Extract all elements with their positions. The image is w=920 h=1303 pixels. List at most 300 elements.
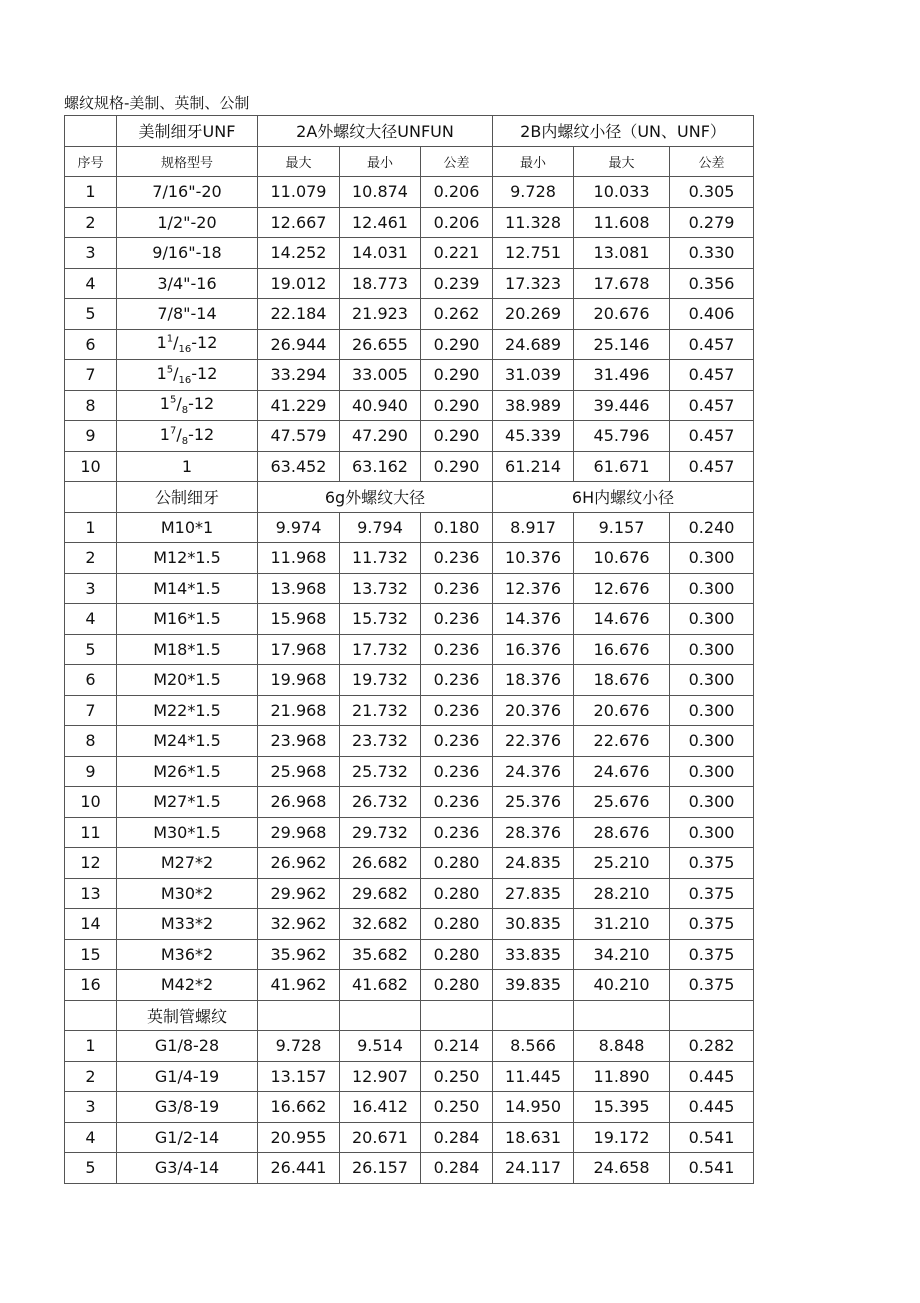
row-number: 6 xyxy=(65,329,117,360)
row-number: 11 xyxy=(65,817,117,848)
value-emax: 20.955 xyxy=(258,1122,340,1153)
table-row xyxy=(65,512,754,543)
value-imax: 18.676 xyxy=(574,665,670,696)
row-number: 4 xyxy=(65,268,117,299)
table-row xyxy=(65,848,754,879)
spec-tail: -12 xyxy=(188,424,215,444)
blank-cell xyxy=(65,1000,117,1031)
value-etol: 0.290 xyxy=(421,360,493,391)
value-emax: 13.157 xyxy=(258,1061,340,1092)
row-number: 1 xyxy=(65,1031,117,1062)
value-imin: 24.689 xyxy=(493,329,574,360)
value-etol: 0.214 xyxy=(421,1031,493,1062)
col-tol: 公差 xyxy=(421,146,493,177)
table-row xyxy=(65,1122,754,1153)
value-imin: 24.835 xyxy=(493,848,574,879)
value-imin: 24.376 xyxy=(493,756,574,787)
spec-whole: 1 xyxy=(159,424,170,444)
table-row xyxy=(65,665,754,696)
row-number: 7 xyxy=(65,360,117,391)
row-number: 5 xyxy=(65,634,117,665)
value-itol: 0.300 xyxy=(670,695,754,726)
value-emin: 9.794 xyxy=(340,512,421,543)
value-imin: 10.376 xyxy=(493,543,574,574)
table-row xyxy=(65,482,754,513)
value-imin: 25.376 xyxy=(493,787,574,818)
row-number: 6 xyxy=(65,665,117,696)
value-imax: 8.848 xyxy=(574,1031,670,1062)
row-number: 3 xyxy=(65,573,117,604)
value-emin: 29.682 xyxy=(340,878,421,909)
row-number: 5 xyxy=(65,299,117,330)
table-row xyxy=(65,756,754,787)
value-imax: 25.146 xyxy=(574,329,670,360)
value-emax: 25.968 xyxy=(258,756,340,787)
value-imin: 45.339 xyxy=(493,421,574,452)
value-imin: 20.376 xyxy=(493,695,574,726)
value-itol: 0.305 xyxy=(670,177,754,208)
value-imin: 27.835 xyxy=(493,878,574,909)
table-row xyxy=(65,634,754,665)
value-itol: 0.375 xyxy=(670,939,754,970)
table-row xyxy=(65,1092,754,1123)
table-row xyxy=(65,695,754,726)
spec-cell: M18*1.5 xyxy=(117,634,258,665)
value-imin: 16.376 xyxy=(493,634,574,665)
row-number: 9 xyxy=(65,421,117,452)
value-itol: 0.445 xyxy=(670,1092,754,1123)
value-emax: 9.728 xyxy=(258,1031,340,1062)
value-itol: 0.356 xyxy=(670,268,754,299)
spec-whole: 1 xyxy=(156,363,167,383)
value-etol: 0.290 xyxy=(421,421,493,452)
spec-cell xyxy=(117,421,258,452)
spec-den: 8 xyxy=(181,435,189,447)
value-emax: 21.968 xyxy=(258,695,340,726)
table-row xyxy=(65,1061,754,1092)
value-itol: 0.406 xyxy=(670,299,754,330)
spec-cell: M22*1.5 xyxy=(117,695,258,726)
table-row xyxy=(65,939,754,970)
value-itol: 0.457 xyxy=(670,390,754,421)
value-emax: 13.968 xyxy=(258,573,340,604)
fraction-slash: / xyxy=(176,394,182,414)
spec-den: 8 xyxy=(181,405,189,417)
row-number: 2 xyxy=(65,1061,117,1092)
col-min: 最小 xyxy=(340,146,421,177)
value-etol: 0.236 xyxy=(421,634,493,665)
row-number: 7 xyxy=(65,695,117,726)
value-imax: 31.496 xyxy=(574,360,670,391)
row-number: 8 xyxy=(65,390,117,421)
value-etol: 0.290 xyxy=(421,329,493,360)
value-emin: 12.461 xyxy=(340,207,421,238)
blank-cell xyxy=(574,1000,670,1031)
spec-tail: -12 xyxy=(191,333,218,353)
value-etol: 0.250 xyxy=(421,1092,493,1123)
row-number: 9 xyxy=(65,756,117,787)
value-emin: 63.162 xyxy=(340,451,421,482)
value-etol: 0.280 xyxy=(421,848,493,879)
value-emin: 9.514 xyxy=(340,1031,421,1062)
value-emax: 15.968 xyxy=(258,604,340,635)
table-body xyxy=(65,116,754,1184)
fraction-slash: / xyxy=(176,424,182,444)
value-emin: 19.732 xyxy=(340,665,421,696)
value-itol: 0.279 xyxy=(670,207,754,238)
col-no: 序号 xyxy=(65,146,117,177)
value-etol: 0.236 xyxy=(421,756,493,787)
row-number: 13 xyxy=(65,878,117,909)
spec-cell: M33*2 xyxy=(117,909,258,940)
spec-cell: 7/8"-14 xyxy=(117,299,258,330)
table-row xyxy=(65,146,754,177)
value-emax: 17.968 xyxy=(258,634,340,665)
col-spec: 规格型号 xyxy=(117,146,258,177)
value-imax: 17.678 xyxy=(574,268,670,299)
value-etol: 0.239 xyxy=(421,268,493,299)
value-emin: 23.732 xyxy=(340,726,421,757)
value-emin: 21.732 xyxy=(340,695,421,726)
value-itol: 0.375 xyxy=(670,848,754,879)
value-etol: 0.250 xyxy=(421,1061,493,1092)
table-row xyxy=(65,1000,754,1031)
value-etol: 0.221 xyxy=(421,238,493,269)
spec-cell: M27*2 xyxy=(117,848,258,879)
value-emax: 19.968 xyxy=(258,665,340,696)
value-emin: 41.682 xyxy=(340,970,421,1001)
table-row xyxy=(65,207,754,238)
section-title-pipe: 英制管螺纹 xyxy=(117,1000,258,1031)
fraction-slash: / xyxy=(173,363,179,383)
spec-cell xyxy=(117,390,258,421)
value-emax: 11.968 xyxy=(258,543,340,574)
value-etol: 0.280 xyxy=(421,909,493,940)
spec-cell xyxy=(117,360,258,391)
value-etol: 0.290 xyxy=(421,451,493,482)
spec-cell: G3/4-14 xyxy=(117,1153,258,1184)
value-itol: 0.457 xyxy=(670,329,754,360)
value-emin: 13.732 xyxy=(340,573,421,604)
row-number: 3 xyxy=(65,238,117,269)
value-emax: 26.962 xyxy=(258,848,340,879)
value-emin: 29.732 xyxy=(340,817,421,848)
fraction-slash: / xyxy=(173,333,179,353)
table-row xyxy=(65,360,754,391)
table-row xyxy=(65,329,754,360)
value-imax: 10.033 xyxy=(574,177,670,208)
value-emax: 47.579 xyxy=(258,421,340,452)
blank-cell xyxy=(65,116,117,147)
table-row xyxy=(65,604,754,635)
value-imin: 12.376 xyxy=(493,573,574,604)
value-etol: 0.280 xyxy=(421,970,493,1001)
row-number: 2 xyxy=(65,207,117,238)
value-imax: 14.676 xyxy=(574,604,670,635)
spec-cell: M10*1 xyxy=(117,512,258,543)
spec-cell: 1 xyxy=(117,451,258,482)
value-itol: 0.375 xyxy=(670,909,754,940)
value-emax: 26.968 xyxy=(258,787,340,818)
value-emin: 25.732 xyxy=(340,756,421,787)
value-imin: 9.728 xyxy=(493,177,574,208)
col-max: 最大 xyxy=(258,146,340,177)
value-itol: 0.300 xyxy=(670,543,754,574)
value-imax: 40.210 xyxy=(574,970,670,1001)
row-number: 5 xyxy=(65,1153,117,1184)
value-itol: 0.282 xyxy=(670,1031,754,1062)
value-itol: 0.445 xyxy=(670,1061,754,1092)
row-number: 16 xyxy=(65,970,117,1001)
table-row xyxy=(65,543,754,574)
value-emin: 14.031 xyxy=(340,238,421,269)
value-emin: 15.732 xyxy=(340,604,421,635)
int-header: 6H内螺纹小径 xyxy=(493,482,754,513)
value-imax: 13.081 xyxy=(574,238,670,269)
spec-whole: 1 xyxy=(156,333,167,353)
value-emax: 23.968 xyxy=(258,726,340,757)
value-imin: 11.328 xyxy=(493,207,574,238)
value-imin: 61.214 xyxy=(493,451,574,482)
value-emin: 26.682 xyxy=(340,848,421,879)
blank-cell xyxy=(258,1000,340,1031)
row-number: 8 xyxy=(65,726,117,757)
value-emax: 16.662 xyxy=(258,1092,340,1123)
spec-whole: 1 xyxy=(159,394,170,414)
value-emin: 11.732 xyxy=(340,543,421,574)
value-emin: 40.940 xyxy=(340,390,421,421)
value-imin: 31.039 xyxy=(493,360,574,391)
value-itol: 0.457 xyxy=(670,451,754,482)
value-imax: 25.676 xyxy=(574,787,670,818)
table-row xyxy=(65,177,754,208)
value-imax: 25.210 xyxy=(574,848,670,879)
value-emax: 35.962 xyxy=(258,939,340,970)
spec-cell: M30*2 xyxy=(117,878,258,909)
value-emin: 35.682 xyxy=(340,939,421,970)
table-row xyxy=(65,726,754,757)
spec-cell: 3/4"-16 xyxy=(117,268,258,299)
value-emax: 22.184 xyxy=(258,299,340,330)
col-max: 最大 xyxy=(574,146,670,177)
value-emax: 9.974 xyxy=(258,512,340,543)
spec-cell: M42*2 xyxy=(117,970,258,1001)
spec-cell: M14*1.5 xyxy=(117,573,258,604)
spec-tail: -12 xyxy=(188,394,215,414)
value-imax: 45.796 xyxy=(574,421,670,452)
value-imin: 39.835 xyxy=(493,970,574,1001)
value-etol: 0.284 xyxy=(421,1153,493,1184)
table-row xyxy=(65,1153,754,1184)
value-emax: 26.944 xyxy=(258,329,340,360)
value-emin: 20.671 xyxy=(340,1122,421,1153)
row-number: 4 xyxy=(65,604,117,635)
value-etol: 0.236 xyxy=(421,726,493,757)
spec-cell: 7/16"-20 xyxy=(117,177,258,208)
int-header: 2B内螺纹小径（UN、UNF） xyxy=(493,116,754,147)
table-row xyxy=(65,451,754,482)
table-row xyxy=(65,970,754,1001)
table-row xyxy=(65,238,754,269)
value-emin: 26.655 xyxy=(340,329,421,360)
value-etol: 0.236 xyxy=(421,573,493,604)
spec-cell: G1/8-28 xyxy=(117,1031,258,1062)
value-itol: 0.300 xyxy=(670,787,754,818)
spec-den: 16 xyxy=(178,344,192,356)
spec-cell: M16*1.5 xyxy=(117,604,258,635)
table-row xyxy=(65,299,754,330)
value-imin: 14.376 xyxy=(493,604,574,635)
table-row xyxy=(65,878,754,909)
value-itol: 0.300 xyxy=(670,817,754,848)
value-emin: 17.732 xyxy=(340,634,421,665)
section-title-unf: 美制细牙UNF xyxy=(117,116,258,147)
value-itol: 0.300 xyxy=(670,573,754,604)
value-emax: 41.229 xyxy=(258,390,340,421)
value-imax: 16.676 xyxy=(574,634,670,665)
blank-cell xyxy=(340,1000,421,1031)
value-imin: 33.835 xyxy=(493,939,574,970)
table-row xyxy=(65,421,754,452)
value-emax: 29.962 xyxy=(258,878,340,909)
ext-header: 2A外螺纹大径UNFUN xyxy=(258,116,493,147)
table-row xyxy=(65,1031,754,1062)
value-imin: 24.117 xyxy=(493,1153,574,1184)
value-itol: 0.300 xyxy=(670,604,754,635)
value-itol: 0.300 xyxy=(670,634,754,665)
value-itol: 0.457 xyxy=(670,360,754,391)
value-etol: 0.280 xyxy=(421,878,493,909)
value-emax: 14.252 xyxy=(258,238,340,269)
spec-cell: M36*2 xyxy=(117,939,258,970)
table-row xyxy=(65,909,754,940)
row-number: 12 xyxy=(65,848,117,879)
ext-header: 6g外螺纹大径 xyxy=(258,482,493,513)
value-emax: 32.962 xyxy=(258,909,340,940)
value-imax: 61.671 xyxy=(574,451,670,482)
spec-cell: M26*1.5 xyxy=(117,756,258,787)
value-etol: 0.180 xyxy=(421,512,493,543)
row-number: 10 xyxy=(65,451,117,482)
value-itol: 0.300 xyxy=(670,726,754,757)
value-imax: 31.210 xyxy=(574,909,670,940)
value-itol: 0.240 xyxy=(670,512,754,543)
value-emin: 33.005 xyxy=(340,360,421,391)
value-itol: 0.457 xyxy=(670,421,754,452)
row-number: 3 xyxy=(65,1092,117,1123)
value-emin: 18.773 xyxy=(340,268,421,299)
value-imin: 8.566 xyxy=(493,1031,574,1062)
value-emax: 41.962 xyxy=(258,970,340,1001)
value-imin: 18.376 xyxy=(493,665,574,696)
value-emax: 26.441 xyxy=(258,1153,340,1184)
spec-num: 1 xyxy=(166,333,174,345)
value-emax: 63.452 xyxy=(258,451,340,482)
value-etol: 0.206 xyxy=(421,207,493,238)
value-emin: 26.157 xyxy=(340,1153,421,1184)
value-imin: 28.376 xyxy=(493,817,574,848)
value-itol: 0.300 xyxy=(670,756,754,787)
table-row xyxy=(65,390,754,421)
value-imax: 9.157 xyxy=(574,512,670,543)
value-imin: 38.989 xyxy=(493,390,574,421)
value-imin: 20.269 xyxy=(493,299,574,330)
value-imax: 24.676 xyxy=(574,756,670,787)
blank-cell xyxy=(493,1000,574,1031)
col-tol: 公差 xyxy=(670,146,754,177)
value-emin: 32.682 xyxy=(340,909,421,940)
value-imax: 22.676 xyxy=(574,726,670,757)
value-imax: 11.890 xyxy=(574,1061,670,1092)
value-etol: 0.236 xyxy=(421,817,493,848)
value-emin: 21.923 xyxy=(340,299,421,330)
value-emax: 19.012 xyxy=(258,268,340,299)
value-imax: 28.676 xyxy=(574,817,670,848)
value-etol: 0.262 xyxy=(421,299,493,330)
value-etol: 0.236 xyxy=(421,604,493,635)
thread-spec-table xyxy=(64,115,754,1184)
value-etol: 0.206 xyxy=(421,177,493,208)
spec-cell: G1/4-19 xyxy=(117,1061,258,1092)
spec-cell: 9/16"-18 xyxy=(117,238,258,269)
value-etol: 0.236 xyxy=(421,665,493,696)
value-imax: 28.210 xyxy=(574,878,670,909)
value-imax: 34.210 xyxy=(574,939,670,970)
value-imax: 24.658 xyxy=(574,1153,670,1184)
spec-den: 16 xyxy=(178,374,192,386)
value-itol: 0.300 xyxy=(670,665,754,696)
col-min: 最小 xyxy=(493,146,574,177)
spec-cell xyxy=(117,329,258,360)
value-itol: 0.375 xyxy=(670,970,754,1001)
table-row xyxy=(65,268,754,299)
spec-cell: G1/2-14 xyxy=(117,1122,258,1153)
value-itol: 0.541 xyxy=(670,1153,754,1184)
spec-num: 5 xyxy=(169,394,177,406)
value-imin: 12.751 xyxy=(493,238,574,269)
value-etol: 0.284 xyxy=(421,1122,493,1153)
value-imin: 30.835 xyxy=(493,909,574,940)
table-row xyxy=(65,787,754,818)
value-imax: 12.676 xyxy=(574,573,670,604)
table-row xyxy=(65,817,754,848)
blank-cell xyxy=(65,482,117,513)
blank-cell xyxy=(670,1000,754,1031)
value-etol: 0.290 xyxy=(421,390,493,421)
value-emax: 33.294 xyxy=(258,360,340,391)
value-imin: 14.950 xyxy=(493,1092,574,1123)
value-imax: 20.676 xyxy=(574,695,670,726)
value-emin: 12.907 xyxy=(340,1061,421,1092)
table-row xyxy=(65,573,754,604)
value-imax: 11.608 xyxy=(574,207,670,238)
value-imax: 19.172 xyxy=(574,1122,670,1153)
row-number: 15 xyxy=(65,939,117,970)
value-etol: 0.236 xyxy=(421,787,493,818)
spec-cell: M27*1.5 xyxy=(117,787,258,818)
row-number: 10 xyxy=(65,787,117,818)
spec-num: 5 xyxy=(166,364,174,376)
value-emax: 29.968 xyxy=(258,817,340,848)
spec-cell: 1/2"-20 xyxy=(117,207,258,238)
row-number: 2 xyxy=(65,543,117,574)
spec-tail: -12 xyxy=(191,363,218,383)
blank-cell xyxy=(421,1000,493,1031)
value-imin: 18.631 xyxy=(493,1122,574,1153)
value-imax: 20.676 xyxy=(574,299,670,330)
row-number: 1 xyxy=(65,512,117,543)
row-number: 1 xyxy=(65,177,117,208)
